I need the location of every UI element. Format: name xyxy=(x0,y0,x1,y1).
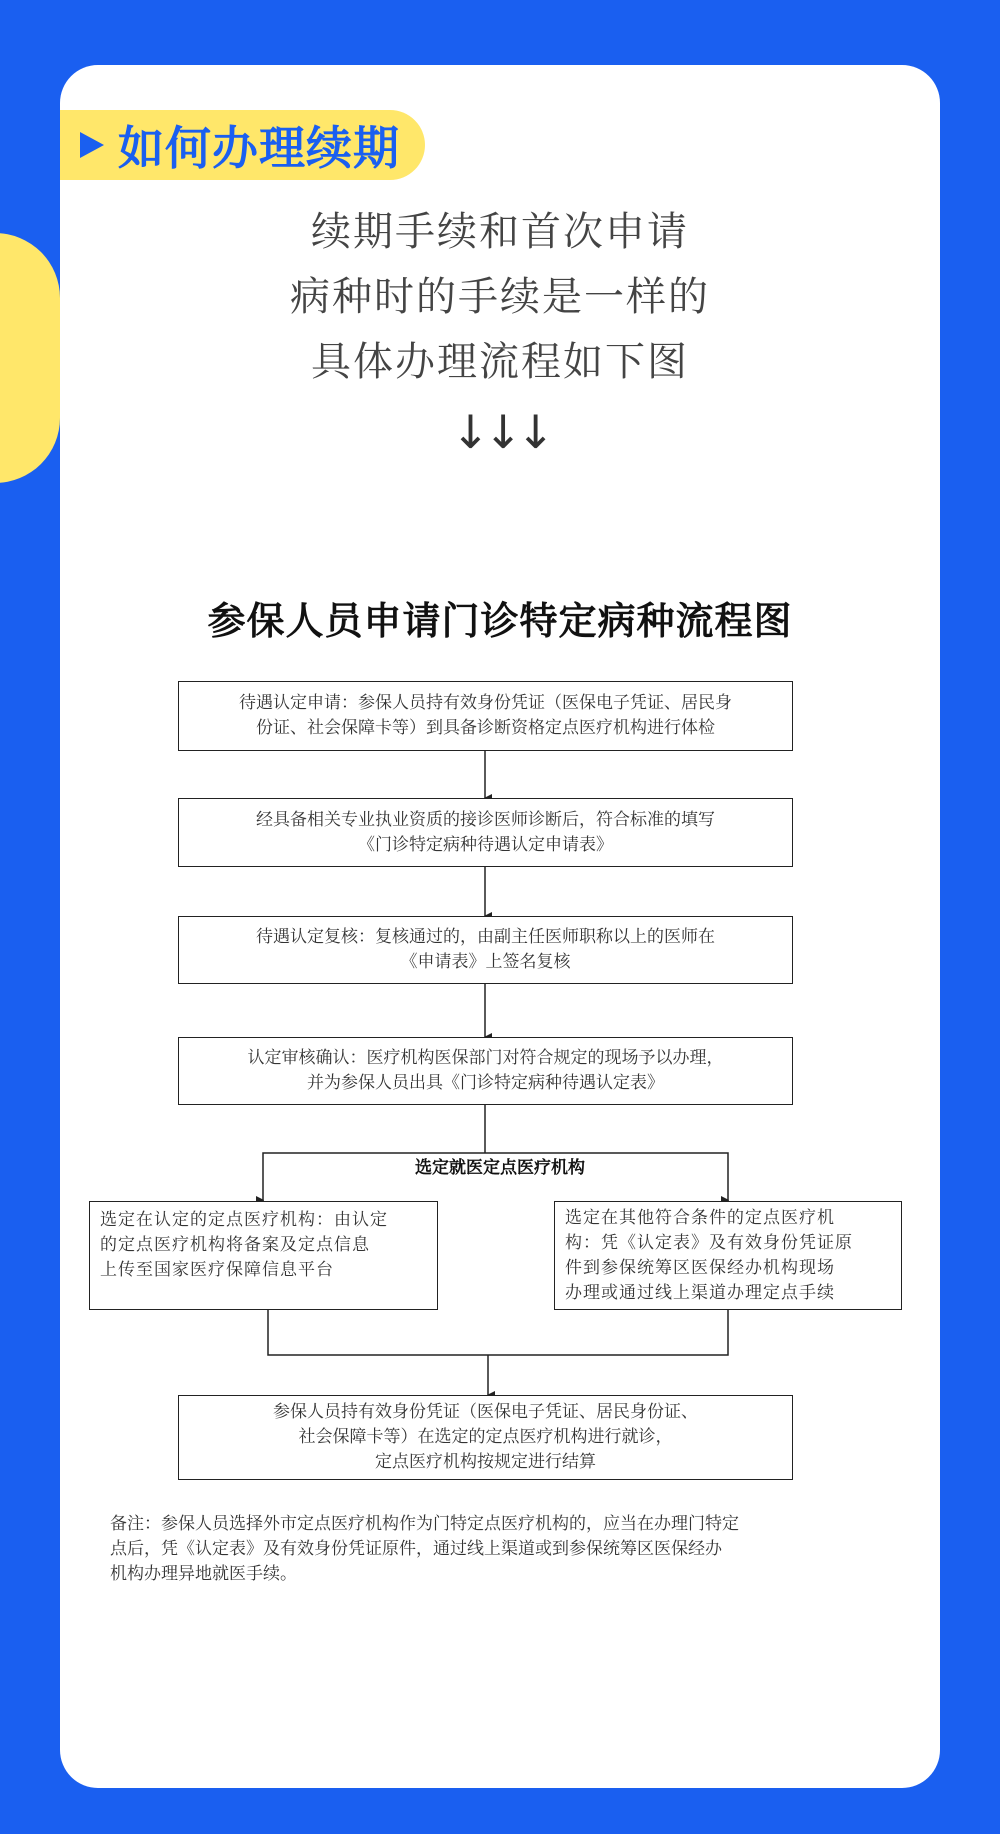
section-title: 如何办理续期 xyxy=(118,121,400,175)
intro-line-3: 具体办理流程如下图 xyxy=(311,339,689,385)
flow-step-1: 待遇认定申请：参保人员持有效身份凭证（医保电子凭证、居民身 份证、社会保障卡等）到具备诊断资格定点医疗机构进行体检 xyxy=(178,681,793,751)
down-arrows-icon: ↓↓↓ xyxy=(451,405,549,459)
intro-line-2: 病种时的手续是一样的 xyxy=(290,274,710,320)
flow-step-3: 待遇认定复核：复核通过的，由副主任医师职称以上的医师在 《申请表》上签名复核 xyxy=(178,916,793,984)
decorative-yellow-circle xyxy=(0,233,60,483)
flowchart-note: 备注：参保人员选择外市定点医疗机构作为门特定点医疗机构的，应当在办理门特定 点后，凭《认定表》及有效身份凭证原件，通过线上渠道或到参保统筹区医保经办 机构办理异地就医手续。 xyxy=(110,1514,739,1584)
connector-branch-merge xyxy=(268,1310,728,1355)
content-card xyxy=(60,65,940,1788)
flow-final-step: 参保人员持有效身份凭证（医保电子凭证、居民身份证、 社会保障卡等）在选定的定点医疗机构进行就诊， 定点医疗机构按规定进行结算 xyxy=(178,1395,793,1480)
branch-label: 选定就医定点医疗机构 xyxy=(415,1158,585,1177)
intro-line-1: 续期手续和首次申请 xyxy=(311,209,689,255)
flow-branch-left: 选定在认定的定点医疗机构：由认定 的定点医疗机构将备案及定点信息 上传至国家医疗保障信息平台 xyxy=(89,1201,438,1310)
flowchart-title: 参保人员申请门诊特定病种流程图 xyxy=(207,598,793,643)
flow-step-2: 经具备相关专业执业资质的接诊医师诊断后，符合标准的填写 《门诊特定病种待遇认定申请表》 xyxy=(178,798,793,867)
flow-branch-right: 选定在其他符合条件的定点医疗机 构：凭《认定表》及有效身份凭证原 件到参保统筹区医保经办机构现场 办理或通过线上渠道办理定点手续 xyxy=(554,1201,902,1310)
flow-step-4: 认定审核确认：医疗机构医保部门对符合规定的现场予以办理， 并为参保人员出具《门诊特定病种待遇认定表》 xyxy=(178,1037,793,1105)
